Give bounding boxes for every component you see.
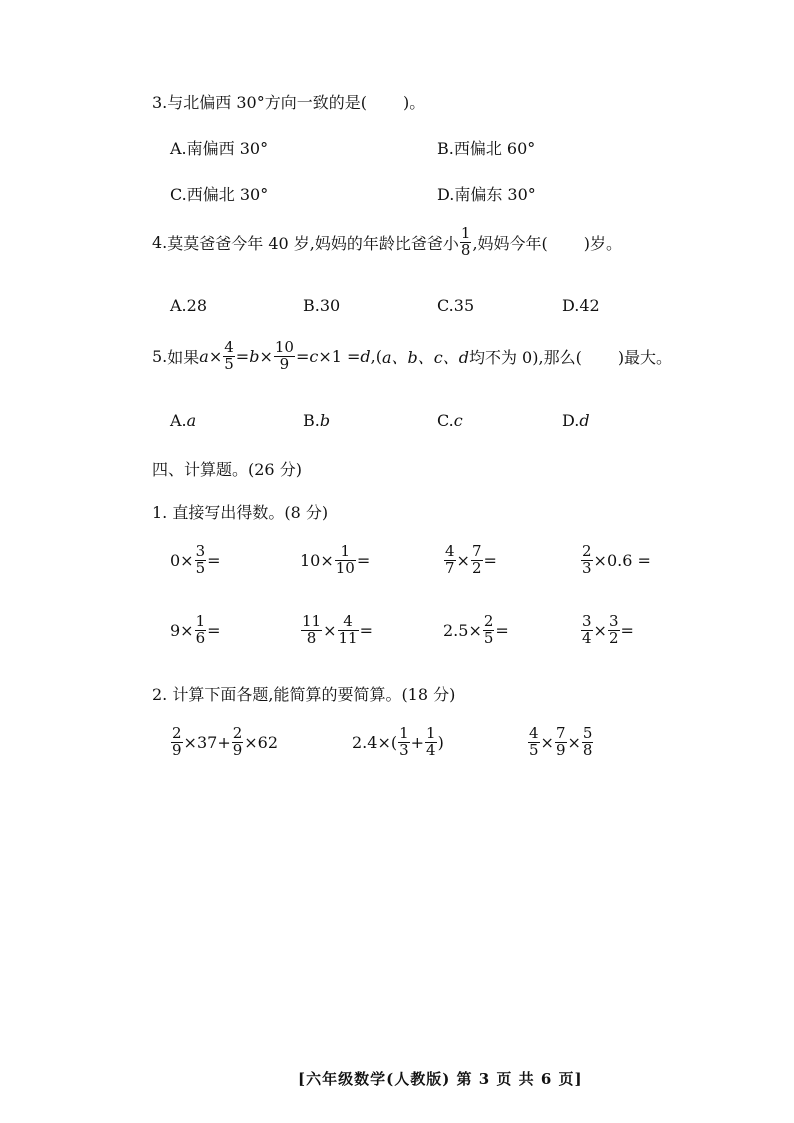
expr-text: 10× xyxy=(300,550,334,570)
times-sign: × xyxy=(540,732,554,752)
times-sign: × xyxy=(208,346,223,366)
fraction: $\frac{3}{5}$ xyxy=(195,542,206,577)
subsection-title-1: 1. 直接写出得数。(8 分) xyxy=(152,503,329,522)
var-c: c xyxy=(309,346,319,366)
fraction: $\frac{1}{3}$ xyxy=(399,724,409,759)
equals-sign: = xyxy=(295,346,310,366)
calc-item[interactable] xyxy=(580,614,634,647)
fraction: $\frac{1}{4}$ xyxy=(426,724,436,759)
question-number: 3. xyxy=(152,93,168,112)
calc-item[interactable] xyxy=(170,614,221,647)
calc-item[interactable] xyxy=(300,614,373,647)
option-var: d xyxy=(579,411,590,430)
option-d[interactable]: D.42 xyxy=(562,296,600,315)
question-text: 均不为 0),那么( xyxy=(468,347,582,367)
fraction: $\frac{2}{3}$ xyxy=(582,542,592,577)
equals-sign: = xyxy=(235,346,250,366)
calc-item[interactable] xyxy=(170,544,221,577)
option-prefix: D. xyxy=(562,411,580,430)
question-text: 如果 xyxy=(167,347,200,367)
plus-sign: + xyxy=(410,732,425,752)
var-list: a、b、c、d xyxy=(381,347,469,367)
question-4 xyxy=(152,226,622,259)
expr-text: 2.4×( xyxy=(352,732,398,752)
option-d[interactable]: D.南偏东 30° xyxy=(437,185,536,204)
option-c[interactable] xyxy=(437,411,463,430)
fraction: $\frac{3}{2}$ xyxy=(608,612,619,647)
calc-item[interactable] xyxy=(443,614,509,647)
option-var: a xyxy=(186,411,197,430)
question-text-end: )岁。 xyxy=(583,233,623,253)
times-sign: × xyxy=(323,620,337,640)
calc-item[interactable] xyxy=(443,544,497,577)
var-d: d xyxy=(360,346,371,366)
option-var: c xyxy=(453,411,463,430)
calc2-item[interactable] xyxy=(352,726,444,759)
expr-text: 9× xyxy=(170,620,194,640)
question-3 xyxy=(152,90,425,113)
section-title: 四、计算题。(26 分) xyxy=(152,460,302,479)
expr-text: ×37+ xyxy=(183,732,231,752)
expr-text: 2.5× xyxy=(443,620,482,640)
expr-text: = xyxy=(207,620,221,640)
fraction: $\frac{2}{9}$ xyxy=(232,724,243,759)
option-b[interactable] xyxy=(303,411,330,430)
option-a[interactable] xyxy=(170,411,196,430)
calc2-item[interactable] xyxy=(527,726,594,759)
page-footer: [六年级数学(人教版) 第 3 页 共 6 页] xyxy=(298,1070,583,1088)
expr-text: 0× xyxy=(170,550,194,570)
fraction: $\frac{1}{6}$ xyxy=(195,612,206,647)
expr-text: ×62 xyxy=(244,732,279,752)
question-text: ×1 = xyxy=(318,346,361,366)
question-text-end: )。 xyxy=(402,93,426,112)
calc2-item[interactable] xyxy=(170,726,278,759)
times-sign: × xyxy=(593,620,607,640)
expr-text: ×0.6 = xyxy=(593,550,651,570)
fraction: $\frac{1}{10}$ xyxy=(335,542,355,577)
times-sign: × xyxy=(259,346,273,366)
question-number: 5. xyxy=(152,346,168,366)
fraction: $\frac{7}{9}$ xyxy=(555,724,566,759)
option-prefix: C. xyxy=(437,411,454,430)
question-text: 莫莫爸爸今年 40 岁,妈妈的年龄比爸爸小 xyxy=(167,233,459,253)
question-text: ,( xyxy=(370,346,382,366)
fraction: $\frac{11}{8}$ xyxy=(302,612,322,647)
expr-text: = xyxy=(207,550,221,570)
option-b[interactable]: B.西偏北 60° xyxy=(437,139,536,158)
expr-text: = xyxy=(495,620,509,640)
var-a: a xyxy=(199,346,209,366)
option-c[interactable]: C.35 xyxy=(437,296,475,315)
fraction: $\frac{1}{8}$ xyxy=(460,224,471,259)
fraction: $\frac{5}{8}$ xyxy=(582,724,593,759)
fraction: $\frac{3}{4}$ xyxy=(582,612,592,647)
times-sign: × xyxy=(567,732,581,752)
option-var: b xyxy=(319,411,331,430)
subsection-title-2: 2. 计算下面各题,能简算的要简算。(18 分) xyxy=(152,685,456,704)
fraction: $\frac{4}{11}$ xyxy=(338,612,358,647)
option-d[interactable] xyxy=(562,411,590,430)
question-text-mid: ,妈妈今年( xyxy=(472,233,548,253)
expr-text: = xyxy=(356,550,371,570)
option-prefix: A. xyxy=(170,411,187,430)
question-text-end: )最大。 xyxy=(617,347,673,367)
fraction: $\frac{4}{5}$ xyxy=(529,724,539,759)
expr-text: = xyxy=(359,620,373,640)
option-a[interactable]: A.28 xyxy=(170,296,207,315)
fraction: $\frac{4}{5}$ xyxy=(224,338,234,373)
question-number: 4. xyxy=(152,232,168,252)
calc-item[interactable] xyxy=(580,544,651,577)
calc-item[interactable] xyxy=(300,544,370,577)
option-b[interactable]: B.30 xyxy=(303,296,341,315)
var-b: b xyxy=(249,346,260,366)
expr-text: ) xyxy=(437,732,444,752)
fraction: $\frac{2}{9}$ xyxy=(172,724,182,759)
fraction: $\frac{4}{7}$ xyxy=(445,542,455,577)
option-c[interactable]: C.西偏北 30° xyxy=(170,185,269,204)
option-prefix: B. xyxy=(303,411,320,430)
question-5 xyxy=(152,340,672,373)
question-text: 与北偏西 30°方向一致的是( xyxy=(167,93,367,112)
fraction: $\frac{10}{9}$ xyxy=(274,338,294,373)
expr-text: = xyxy=(620,620,634,640)
fraction: $\frac{2}{5}$ xyxy=(483,612,494,647)
fraction: $\frac{7}{2}$ xyxy=(471,542,482,577)
expr-text: = xyxy=(483,550,497,570)
option-a[interactable]: A.南偏西 30° xyxy=(170,139,269,158)
times-sign: × xyxy=(456,550,470,570)
